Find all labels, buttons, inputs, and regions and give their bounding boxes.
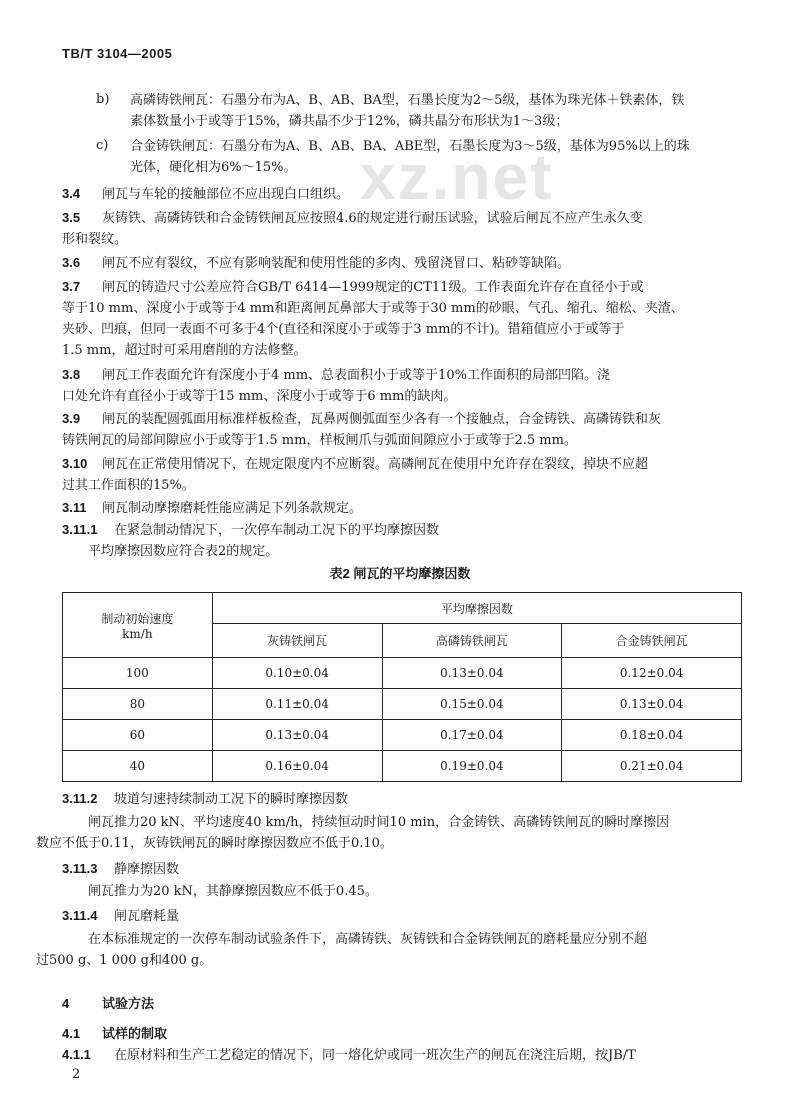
clause-3-5	[62, 207, 750, 250]
clause-title: 静摩擦因数	[114, 862, 180, 877]
clause-3-8	[62, 364, 750, 407]
clause-text: 过500 g、1 000 g和400 g。	[36, 953, 213, 968]
clause-text: 数应不低于0.11，灰铸铁闸瓦的瞬时摩擦因数应不低于0.10。	[36, 836, 393, 851]
clause-3-11-2-body	[36, 812, 750, 854]
clause-number: 3.11.4	[62, 908, 98, 923]
clause-text: 闸瓦与车轮的接触部位不应出现白口组织。	[102, 187, 350, 202]
cell-speed: 100	[63, 658, 213, 689]
clause-text: 在本标准规定的一次停车制动试验条件下，高磷铸铁、灰铸铁和合金铸铁闸瓦的磨耗量应分别不超	[88, 932, 648, 947]
cell-alloy: 0.12±0.04	[562, 658, 742, 689]
clause-title: 坡道匀速持续制动工况下的瞬时摩擦因数	[114, 792, 349, 807]
section-4-1-heading	[62, 1023, 167, 1042]
clause-3-11-4	[62, 905, 750, 927]
cell-phos: 0.13±0.04	[382, 658, 562, 689]
clause-number: 3.5	[62, 210, 81, 225]
clause-text: 过其工作面积的15%。	[62, 478, 195, 493]
clause-text: 闸瓦推力20 kN、平均速度40 km/h，持续恒动时间10 min，合金铸铁、高磷铸铁闸瓦的瞬时摩擦因	[88, 815, 670, 830]
clause-4-1-1	[62, 1044, 750, 1066]
clause-3-7	[62, 276, 750, 361]
cell-phos: 0.17±0.04	[382, 720, 562, 751]
clause-3-11-4-body	[36, 929, 750, 971]
clause-3-10	[62, 453, 750, 496]
clause-text: 闸瓦不应有裂纹，不应有影响装配和使用性能的多肉、残留浇冒口、粘砂等缺陷。	[102, 256, 571, 271]
header-speed-unit: km/h	[122, 626, 153, 641]
cell-speed: 40	[63, 751, 213, 782]
clause-3-9	[62, 408, 750, 451]
section-title: 试验方法	[102, 996, 155, 1011]
table-row	[63, 751, 742, 782]
section-title: 试样的制取	[102, 1026, 168, 1041]
clause-number: 3.8	[62, 367, 81, 382]
clause-text: 在原材料和生产工艺稳定的情况下，同一熔化炉或同一班次生产的闸瓦在浇注后期，按JB/T	[114, 1048, 636, 1063]
clause-text: 口处允许有直径小于或等于15 mm、深度小于或等于6 mm的缺肉。	[62, 389, 457, 404]
clause-text: 1.5 mm，超过时可采用磨削的方法修整。	[62, 343, 307, 358]
cell-speed: 80	[63, 689, 213, 720]
page-number: 2	[72, 1067, 81, 1082]
clause-3-6	[62, 252, 750, 274]
clause-number: 3.6	[62, 255, 81, 270]
cell-alloy: 0.13±0.04	[562, 689, 742, 720]
clause-text: 闸瓦在正常使用情况下，在规定限度内不应断裂。高磷闸瓦在使用中允许存在裂纹，掉块不应超	[102, 457, 649, 472]
clause-text: 闸瓦工作表面允许有深度小于4 mm、总表面积小于或等于10%工作面积的局部凹陷。浇	[102, 368, 610, 383]
table-row	[63, 720, 742, 751]
clause-number: 3.11.1	[62, 522, 98, 537]
table-row	[63, 689, 742, 720]
table-header-phos: 高磷铸铁闸瓦	[382, 624, 562, 658]
list-line: 合金铸铁闸瓦：石墨分布为A、B、AB、BA、ABE型，石墨长度为3～5级，基体为95%以上的珠	[130, 139, 690, 154]
clause-3-11	[62, 497, 750, 519]
clause-title: 闸瓦磨耗量	[114, 909, 180, 924]
clause-3-4	[62, 183, 750, 205]
watermark: xz.net	[360, 141, 554, 213]
table-header-gray: 灰铸铁闸瓦	[212, 624, 382, 658]
cell-alloy: 0.18±0.04	[562, 720, 742, 751]
standard-number: TB/T 3104—2005	[62, 46, 173, 61]
clause-number: 3.11.3	[62, 861, 98, 876]
clause-text: 闸瓦的铸造尺寸公差应符合GB/T 6414—1999规定的CT11级。工作表面允许存在直径小于或	[102, 280, 644, 295]
clause-3-11-1-body: 平均摩擦因数应符合表2的规定。	[88, 544, 279, 559]
table-caption: 表2 闸瓦的平均摩擦因数	[329, 566, 471, 581]
clause-number: 3.10	[62, 456, 88, 471]
cell-gray: 0.16±0.04	[212, 751, 382, 782]
section-4-heading	[62, 993, 154, 1012]
clause-text: 闸瓦制动摩擦磨耗性能应满足下列条款规定。	[102, 501, 363, 516]
cell-gray: 0.13±0.04	[212, 720, 382, 751]
clause-text: 形和裂纹。	[62, 232, 128, 247]
cell-gray: 0.11±0.04	[212, 689, 382, 720]
table-header-group: 平均摩擦因数	[212, 593, 741, 624]
section-number: 4.1	[62, 1026, 81, 1041]
table-header-speed	[63, 593, 213, 658]
cell-phos: 0.15±0.04	[382, 689, 562, 720]
clause-3-11-1	[62, 519, 750, 541]
cell-alloy: 0.21±0.04	[562, 751, 742, 782]
list-line: 素体数量小于或等于15%，磷共晶不少于12%，磷共晶分布形状为1～3级；	[130, 114, 569, 129]
list-label: b)	[96, 92, 110, 107]
cell-phos: 0.19±0.04	[382, 751, 562, 782]
clause-number: 3.4	[62, 186, 81, 201]
clause-text: 闸瓦的装配圆弧面用标准样板检查，瓦鼻两侧弧面至少各有一个接触点，合金铸铁、高磷铸铁和灰	[102, 412, 662, 427]
clause-text: 灰铸铁、高磷铸铁和合金铸铁闸瓦应按照4.6的规定进行耐压试验，试验后闸瓦不应产生永久变	[102, 211, 643, 226]
clause-number: 4.1.1	[62, 1047, 91, 1062]
clause-text: 夹砂、凹痕，但同一表面不可多于4个(直径和深度小于或等于3 mm的不计)。错箱值应小于或等于	[62, 322, 625, 337]
clause-3-11-2	[62, 788, 750, 810]
table-header-alloy: 合金铸铁闸瓦	[562, 624, 742, 658]
clause-text: 铸铁闸瓦的局部间隙应小于或等于1.5 mm，样板闸爪与弧面间隙应小于或等于2.5 mm。	[62, 433, 577, 448]
clause-text: 等于10 mm、深度小于或等于4 mm和距离闸瓦鼻部大于或等于30 mm的砂眼、气孔、缩孔、缩松、夹渣、	[62, 301, 684, 316]
friction-table	[62, 592, 742, 782]
header-speed-line: 制动初始速度	[101, 611, 174, 626]
cell-speed: 60	[63, 720, 213, 751]
list-line: 高磷铸铁闸瓦：石墨分布为A、B、AB、BA型，石墨长度为2～5级，基体为珠光体＋铁素体，铁	[130, 93, 685, 108]
list-line: 光体，硬化相为6%～15%。	[130, 160, 297, 175]
cell-gray: 0.10±0.04	[212, 658, 382, 689]
clause-title: 在紧急制动情况下，一次停车制动工况下的平均摩擦因数	[114, 523, 440, 538]
clause-3-11-3-body: 闸瓦推力为20 kN，其静摩擦因数应不低于0.45。	[88, 884, 378, 899]
clause-number: 3.11.2	[62, 791, 98, 806]
clause-3-11-3	[62, 858, 750, 880]
clause-number: 3.9	[62, 411, 81, 426]
section-number: 4	[62, 996, 70, 1011]
list-label: c)	[96, 138, 109, 153]
clause-number: 3.11	[62, 500, 87, 515]
table-row	[63, 658, 742, 689]
clause-number: 3.7	[62, 279, 81, 294]
